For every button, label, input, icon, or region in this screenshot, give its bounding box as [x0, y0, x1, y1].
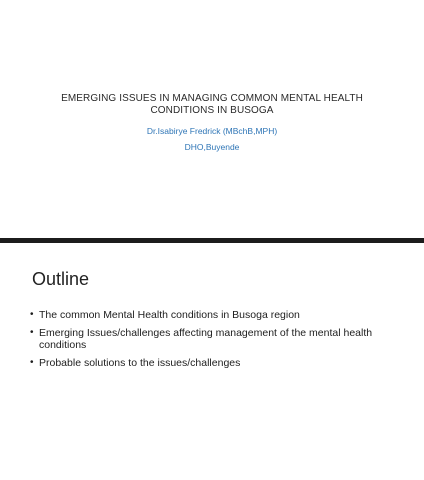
bullet-icon: • [30, 309, 34, 320]
list-item [30, 327, 390, 351]
outline-slide [0, 243, 424, 480]
list-item-text: The common Mental Health conditions in Busoga region [39, 309, 300, 321]
outline-heading: Outline [32, 269, 90, 289]
title-line-2: CONDITIONS IN BUSOGA [150, 105, 274, 116]
author-name: Dr.Isabirye Fredrick (MBchB,MPH) [146, 126, 278, 136]
list-item [30, 309, 390, 321]
author-affiliation: DHO,Buyende [184, 142, 240, 152]
title-slide [0, 0, 424, 238]
title-line-1: EMERGING ISSUES IN MANAGING COMMON MENTAL HEALTH [61, 93, 363, 104]
bullet-icon: • [30, 327, 34, 338]
presentation-title [0, 93, 424, 117]
list-item [30, 357, 390, 369]
list-item-text: Emerging Issues/challenges affecting management of the mental health conditions [39, 327, 373, 351]
outline-list [30, 309, 390, 375]
bullet-icon: • [30, 357, 34, 368]
list-item-text: Probable solutions to the issues/challenges [39, 357, 241, 369]
